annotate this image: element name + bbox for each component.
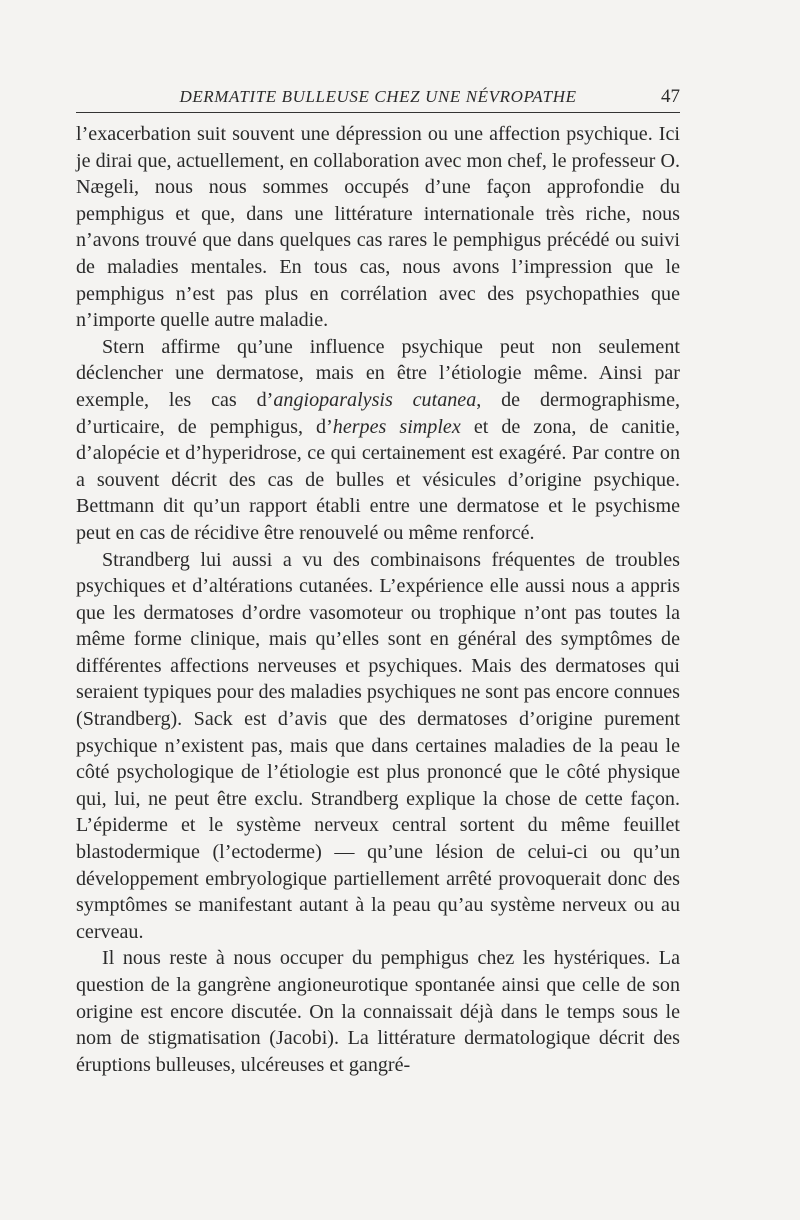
page-number: 47	[661, 86, 680, 107]
paragraph-2-text-b: , de dermographisme, d’urticaire, de pemphigus, d’	[76, 388, 681, 438]
paragraph-4: Il nous reste à nous occuper du pemphigus chez les hystériques. La question de la gangrène angioneurotique spontanée ainsi que celle de son origine est encore discutée. On la connaissait déjà dans le temps sous le nom de stigmatisation (Jacobi). La littérature dermatologique décrit des éruptions bulleuses, ulcéreuses et gangré-	[76, 947, 680, 1076]
paragraph-2	[76, 334, 680, 547]
paragraph-3: Strandberg lui aussi a vu des combinaisons fréquentes de troubles psychiques et d’altérations cutanées. L’expérience elle aussi nous a appris que les dermatoses d’ordre vasomoteur ou trophique n’ont pas toutes la même forme clinique, mais qu’elles sont en général des symptômes de différentes affections nerveuses et psychiques. Mais des dermatoses qui seraient typiques pour des maladies psychiques ne sont pas encore connues (Strandberg). Sack est d’avis que des dermatoses d’origine purement psychique n’existent pas, mais que dans certaines maladies de la peau le côté psychologique de l’étiologie est plus prononcé que le côté physique qui, lui, ne peut être exclu. Strandberg explique la chose de cette façon. L’épiderme et le système nerveux central sortent du même feuillet blastodermique (l’ectoderme) — qu’une lésion de celui-ci ou qu’un développement embryologique partiellement arrêté provoquerait donc des symptômes se manifestant autant à la peau qu’au système nerveux ou au cerveau.	[76, 548, 680, 943]
paragraph-1: l’exacerbation suit souvent une dépression ou une affection psychique. Ici je dirai que, actuellement, en collaboration avec mon chef, le professeur O. Nægeli, nous nous sommes occupés d’une façon approfondie du pemphigus et que, dans une littérature internationale très riche, nous n’avons trouvé que dans quelques cas rares le pemphigus précédé ou suivi de maladies mentales. En tous cas, nous avons l’impression que le pemphigus n’est pas plus en corrélation avec des psychopathies que n’importe quelle autre maladie.	[76, 123, 680, 332]
paragraph-2-text-a: Stern affirme qu’une influence psychique peut non seulement déclencher une dermatose, mais en être l’étiologie même. Ainsi par exemple, les cas d’	[76, 335, 680, 411]
body-text	[76, 121, 680, 1078]
latin-term-angioparalysis: angioparalysis cutanea	[273, 388, 477, 411]
running-head	[76, 86, 680, 113]
paragraph-2-text-c: et de zona, de canitie, d’alopécie et d’hyperidrose, ce qui certainement est exagéré. Par contre on a souvent décrit des cas de bulles et vésicules d’origine psychique. Bettmann dit qu’un rapport établi entre une dermatose et le psychisme peut en cas de récidive être renouvelé ou même renforcé.	[76, 415, 680, 544]
running-title: DERMATITE BULLEUSE CHEZ UNE NÉVROPATHE	[179, 87, 577, 106]
latin-term-herpes: herpes simplex	[332, 415, 461, 438]
